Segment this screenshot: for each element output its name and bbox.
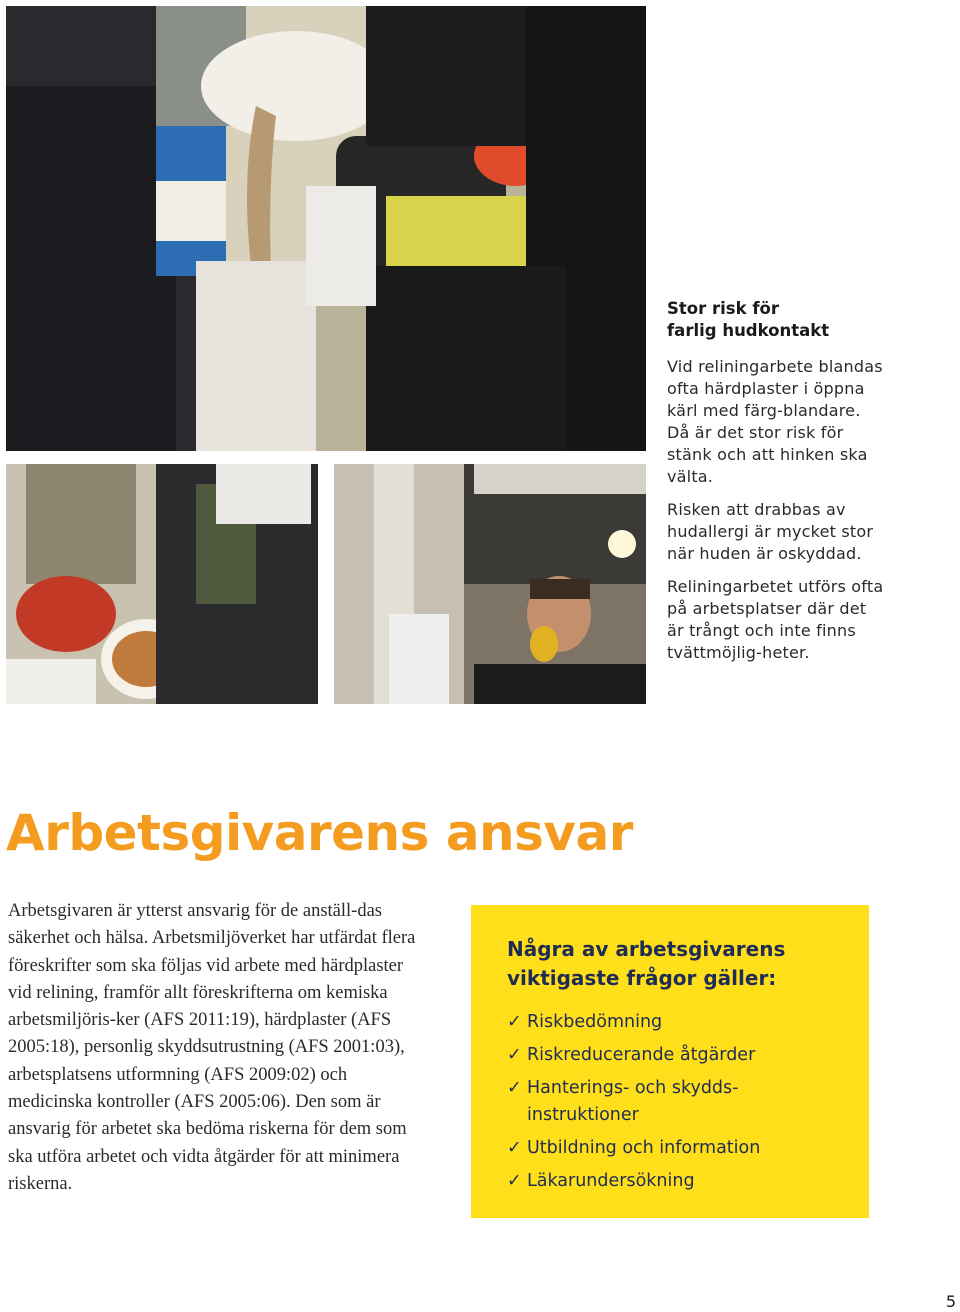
photo-resin-buckets bbox=[6, 464, 318, 704]
sidebar-paragraph: Risken att drabbas av hudallergi är mycket stor när huden är oskyddad. bbox=[667, 500, 874, 563]
sidebar-skin-contact-risk bbox=[667, 298, 887, 675]
checklist-item bbox=[507, 1075, 833, 1129]
checklist-item-label: Hanterings- och skydds-instruktioner bbox=[527, 1078, 739, 1125]
check-icon: ✓ bbox=[507, 1138, 522, 1158]
checklist bbox=[507, 1009, 833, 1195]
checklist-item bbox=[507, 1168, 833, 1195]
photo-worker-in-shaft bbox=[334, 464, 646, 704]
checklist-item bbox=[507, 1009, 833, 1036]
checklist-item bbox=[507, 1042, 833, 1069]
page-heading: Arbetsgivarens ansvar bbox=[6, 804, 633, 862]
check-icon: ✓ bbox=[507, 1171, 522, 1191]
checklist-title: Några av arbetsgivarens viktigaste frågor gäller: bbox=[507, 937, 786, 990]
checklist-item-label: Utbildning och information bbox=[527, 1138, 761, 1158]
body-paragraph: Arbetsgivaren är ytterst ansvarig för de anställ-das säkerhet och hälsa. Arbetsmiljöverket har utfärdat flera föreskrifter som ska följas vid arbete med härdplaster vid relining, framför allt föreskrifterna om kemiska arbetsmiljöris-ker (AFS 2011:19), härdplaster (AFS 2005:18), personlig skyddsutrustning (AFS 2001:03), arbetsplatsens utformning (AFS 2009:02) och medicinska kontroller (AFS 2005:06). Den som är ansvarig för arbetet ska bedöma riskerna för dem som ska utföra arbetet och vidta åtgärder för att minimera riskerna. bbox=[8, 901, 416, 1194]
checklist-item-label: Riskbedömning bbox=[527, 1012, 663, 1032]
checklist-item bbox=[507, 1135, 833, 1162]
page-number: 5 bbox=[945, 1292, 956, 1311]
check-icon: ✓ bbox=[507, 1012, 522, 1032]
photo-workers-mixing-resin bbox=[6, 6, 646, 451]
sidebar-paragraph: Vid reliningarbete blandas ofta härdplaster i öppna kärl med färg-blandare. Då är det stor risk för stänk och att hinken ska välta. bbox=[667, 357, 883, 486]
checklist-item-label: Läkarundersökning bbox=[527, 1171, 695, 1191]
sidebar-paragraph: Reliningarbetet utförs ofta på arbetsplatser där det är trångt och inte finns tvättmöjlig-heter. bbox=[667, 577, 884, 662]
checklist-box bbox=[471, 905, 869, 1218]
checklist-item-label: Riskreducerande åtgärder bbox=[527, 1045, 756, 1065]
check-icon: ✓ bbox=[507, 1078, 522, 1098]
sidebar-title: Stor risk för farlig hudkontakt bbox=[667, 299, 830, 340]
check-icon: ✓ bbox=[507, 1045, 522, 1065]
